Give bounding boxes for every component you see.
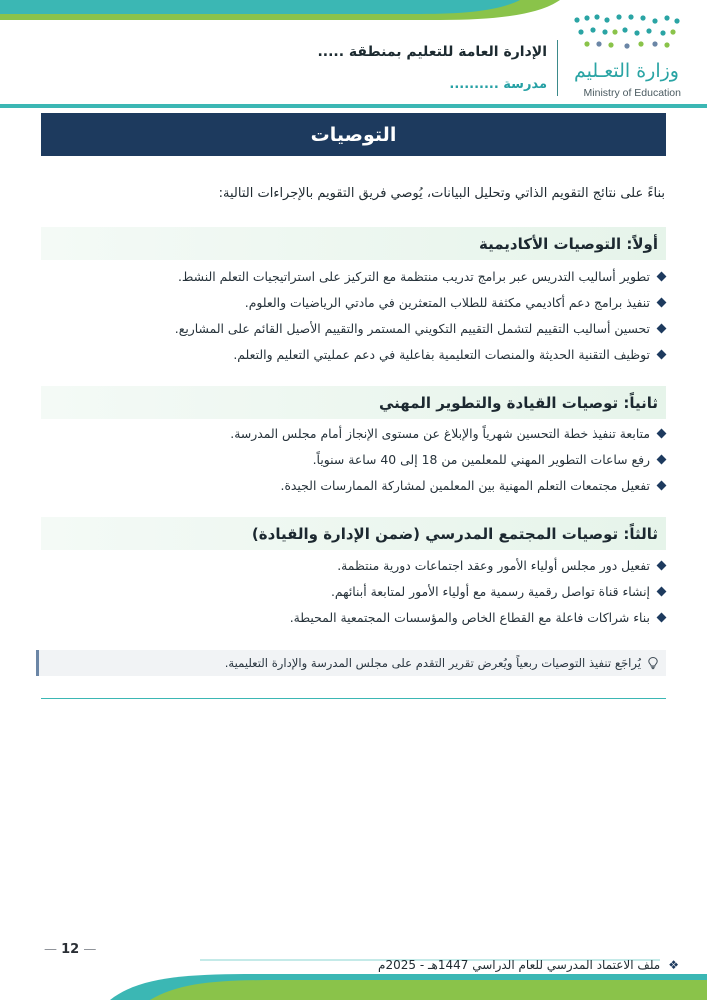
lightbulb-icon [646, 656, 660, 670]
footer-diamond-icon: ❖ [668, 958, 679, 972]
diamond-bullet-icon [657, 323, 667, 333]
list-item [290, 578, 665, 604]
list-item-text: رفع ساعات التطوير المهني للمعلمين من 18 إلى 40 ساعة سنوياً. [312, 451, 650, 467]
list-item-text: تحسين أساليب التقييم لتشمل التقييم التكويني المستمر والتقييم الأصيل القائم على المشاريع. [174, 320, 650, 336]
section-community-list [290, 552, 665, 630]
section-community-title: ثالثاً: توصيات المجتمع المدرسي (ضمن الإدارة والقيادة) [251, 524, 658, 543]
footer-wave-decoration [0, 946, 707, 1000]
list-item-text: تفعيل مجتمعات التعلم المهنية بين المعلمين لمشاركة الممارسات الجيدة. [280, 477, 650, 493]
page-number: — 12 — [44, 942, 97, 957]
list-item [230, 420, 665, 446]
section-community-header [41, 517, 666, 550]
list-item [230, 446, 665, 472]
header-rule [0, 104, 707, 108]
review-note [36, 650, 666, 676]
section-academic-list [175, 263, 665, 367]
diamond-bullet-icon [657, 612, 667, 622]
diamond-bullet-icon [657, 428, 667, 438]
admin-line: الإدارة العامة للتعليم بمنطقة ..... [317, 44, 547, 60]
list-item [230, 472, 665, 498]
diamond-bullet-icon [657, 560, 667, 570]
list-item-text: متابعة تنفيذ خطة التحسين شهرياً والإبلاغ عن مستوى الإنجاز أمام مجلس المدرسة. [230, 425, 650, 441]
page-number-value: 12 [61, 942, 80, 957]
intro-paragraph: بناءً على نتائج التقويم الذاتي وتحليل البيانات، يُوصي فريق التقويم بالإجراءات التالية: [218, 186, 665, 201]
section-academic-header [41, 227, 666, 260]
diamond-bullet-icon [657, 454, 667, 464]
diamond-bullet-icon [657, 271, 667, 281]
list-item [175, 341, 665, 367]
list-item [175, 289, 665, 315]
list-item-text: تنفيذ برامج دعم أكاديمي مكثفة للطلاب المتعثرين في مادتي الرياضيات والعلوم. [244, 294, 650, 310]
ministry-name-ar: وزارة التعـليم [573, 60, 679, 82]
footer-label [378, 958, 679, 972]
list-item [290, 604, 665, 630]
ministry-logo [567, 8, 689, 100]
diamond-bullet-icon [657, 480, 667, 490]
header-divider [557, 40, 558, 96]
list-item [290, 552, 665, 578]
logo-dots-icon [571, 12, 683, 56]
diamond-bullet-icon [657, 586, 667, 596]
page-title-bar [41, 113, 666, 156]
list-item-text: تفعيل دور مجلس أولياء الأمور وعقد اجتماعات دورية منتظمة. [337, 557, 650, 573]
section-leadership-title: ثانياً: توصيات القيادة والتطوير المهني [378, 393, 658, 412]
section-leadership-list [230, 420, 665, 498]
list-item [175, 315, 665, 341]
page-header [0, 0, 707, 110]
diamond-bullet-icon [657, 349, 667, 359]
ministry-name-en: Ministry of Education [583, 87, 681, 99]
list-item-text: تطوير أساليب التدريس عبر برامج تدريب منتظمة مع التركيز على استراتيجيات التعلم النشط. [177, 268, 650, 284]
list-item-text: توظيف التقنية الحديثة والمنصات التعليمية بفاعلية في دعم عمليتي التعليم والتعلم. [233, 346, 650, 362]
school-line: مدرسة .......... [449, 77, 547, 92]
page-title: التوصيات [310, 123, 397, 146]
note-text: يُراجَع تنفيذ التوصيات ربعياً ويُعرض تقرير التقدم على مجلس المدرسة والإدارة التعليمية. [224, 656, 641, 670]
content-bottom-rule [41, 698, 666, 699]
section-academic-title: أولاً: التوصيات الأكاديمية [479, 234, 658, 253]
list-item-text: بناء شراكات فاعلة مع القطاع الخاص والمؤسسات المجتمعية المحيطة. [289, 609, 650, 625]
list-item [175, 263, 665, 289]
list-item-text: إنشاء قناة تواصل رقمية رسمية مع أولياء الأمور لمتابعة أبنائهم. [330, 583, 650, 599]
section-leadership-header [41, 386, 666, 419]
diamond-bullet-icon [657, 297, 667, 307]
footer-text: ملف الاعتماد المدرسي للعام الدراسي 1447هـ - 2025م [378, 958, 661, 972]
